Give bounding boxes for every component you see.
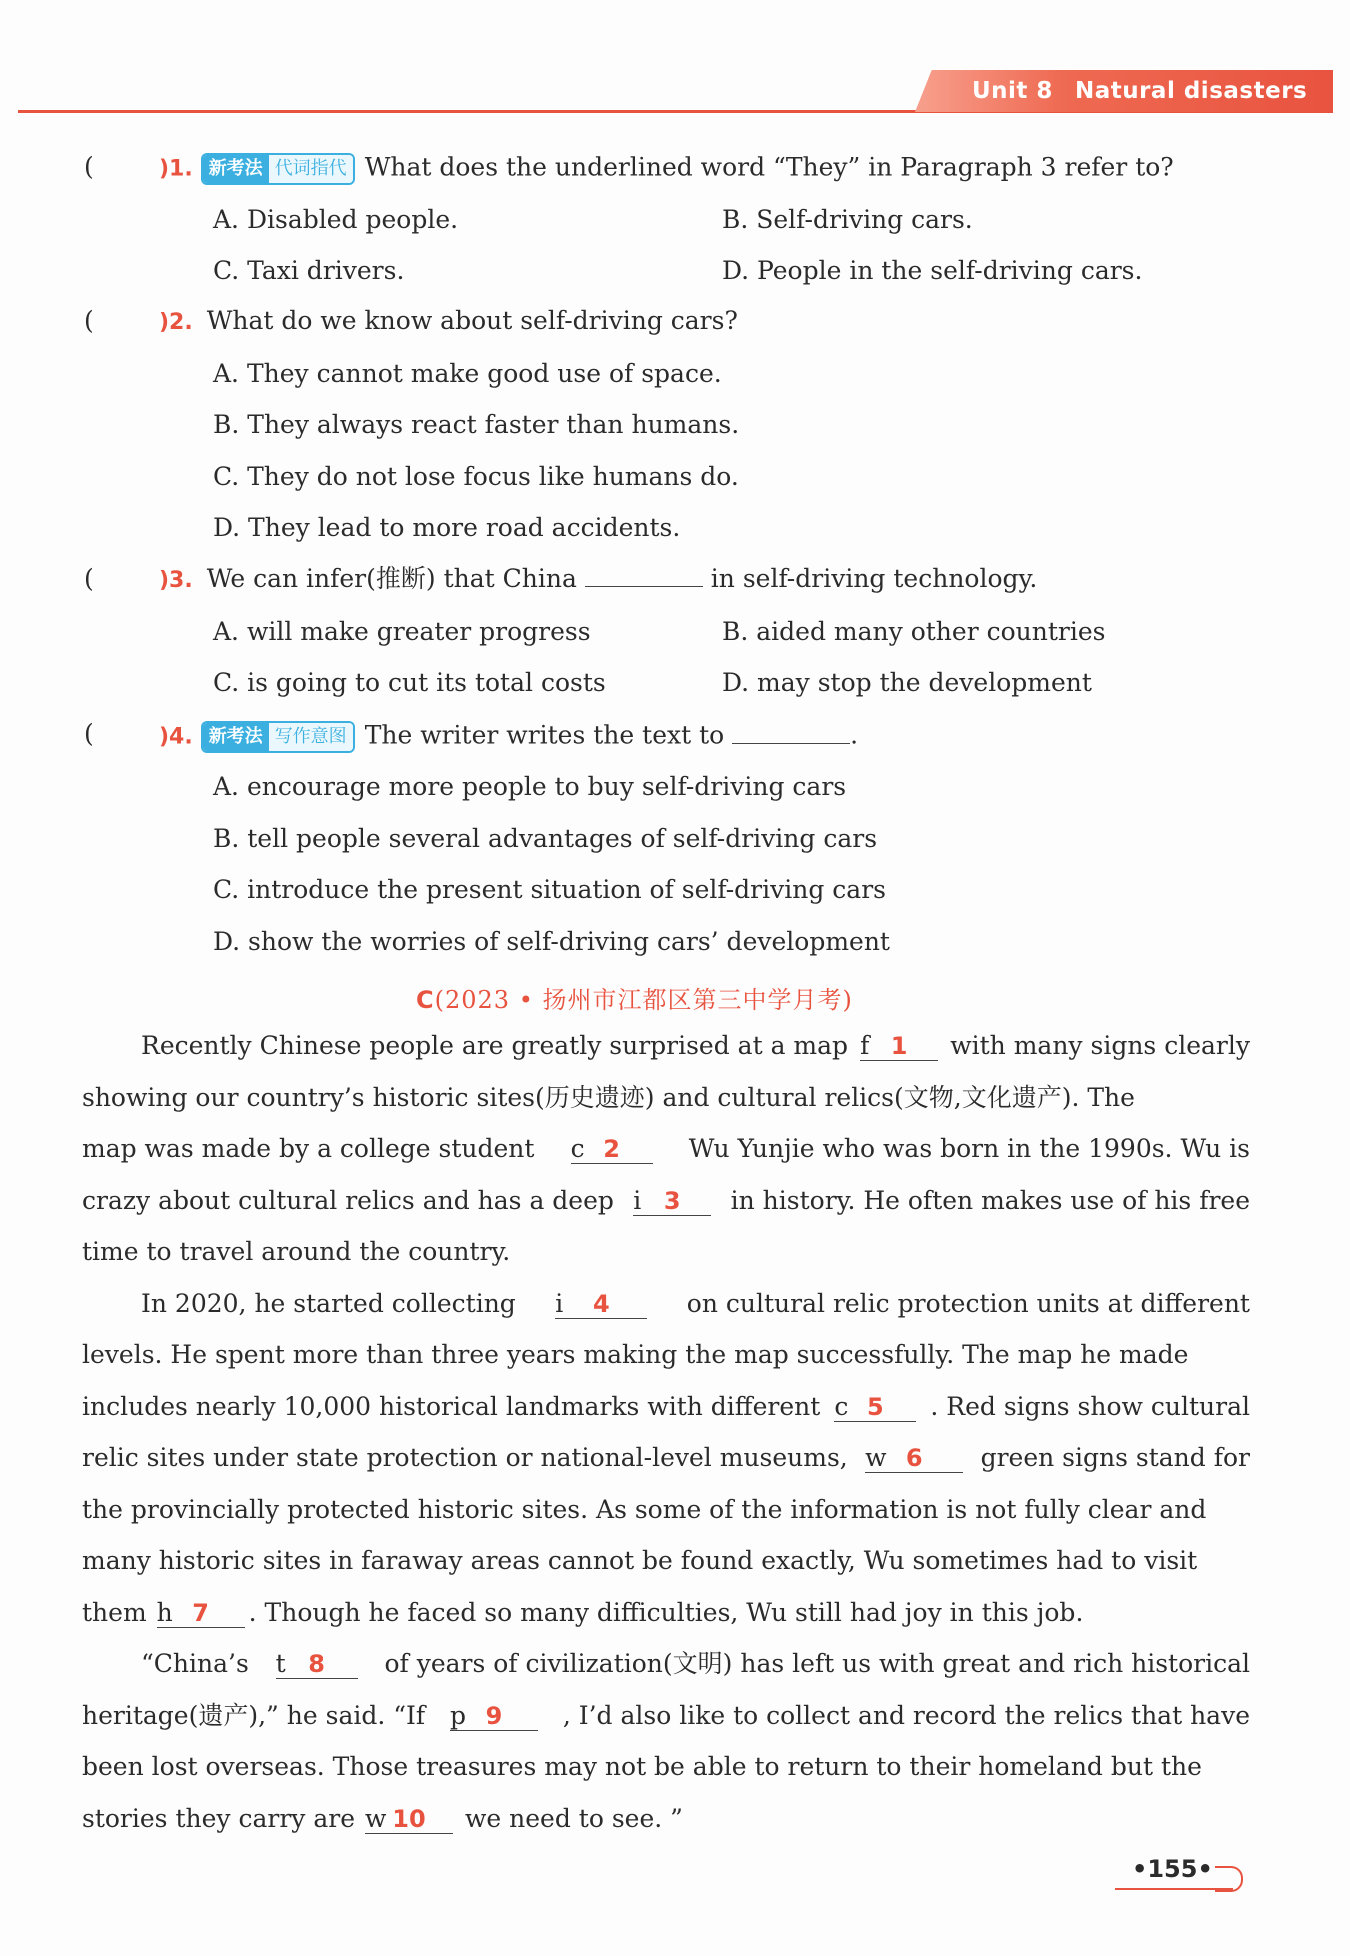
tag-main: 新考法 [203, 723, 269, 751]
passage-text: In 2020, he started collecting [141, 1289, 516, 1318]
passage-text: levels. He spent more than three years making the map successfully. The map he made [82, 1340, 1189, 1369]
question-number: )3. [159, 568, 193, 593]
option: A. encourage more people to buy self-driving cars [213, 772, 847, 801]
cloze-initial: h [156, 1598, 173, 1627]
option: B. tell people several advantages of self-driving cars [213, 824, 878, 853]
cloze-number: 5 [866, 1393, 884, 1421]
section-letter: C [416, 986, 435, 1014]
tag-sub: 代词指代 [269, 155, 353, 183]
passage-line [141, 1291, 1250, 1319]
passage-text: of years of civilization(文明) has left us with great and rich historical [384, 1649, 1250, 1678]
answer-blank[interactable] [732, 723, 850, 744]
passage-line [82, 1806, 1250, 1834]
unit-header [972, 78, 1307, 104]
passage-text: we need to see. ” [465, 1804, 683, 1833]
cloze-number: 3 [663, 1187, 681, 1215]
cloze-initial: p [449, 1701, 466, 1730]
cloze-blank-7[interactable] [157, 1600, 245, 1628]
option: A. Disabled people. [213, 205, 459, 234]
unit-label: Unit 8 [972, 78, 1053, 104]
answer-paren-open: ( [84, 152, 94, 181]
passage-line [82, 1703, 1250, 1731]
question-text: We can infer(推断) that China [206, 564, 577, 593]
cloze-blank-8[interactable] [276, 1651, 358, 1679]
option: D. may stop the development [722, 668, 1092, 697]
question-3-stem [159, 566, 1037, 592]
passage-line [82, 1497, 1250, 1522]
passage-line [82, 1600, 1250, 1628]
passage-text: “China’s [141, 1649, 249, 1678]
cloze-initial: c [834, 1392, 849, 1421]
answer-blank[interactable] [585, 566, 703, 587]
passage-text: with many signs clearly [950, 1031, 1250, 1060]
cloze-number: 9 [485, 1702, 503, 1730]
answer-paren-open: ( [84, 564, 94, 593]
passage-line [82, 1136, 1250, 1164]
question-number: )4. [159, 724, 193, 750]
option: C. They do not lose focus like humans do. [213, 462, 739, 491]
cloze-blank-5[interactable] [834, 1394, 916, 1422]
passage-text: heritage(遗产),” he said. “If [82, 1701, 426, 1730]
cloze-blank-4[interactable] [555, 1291, 647, 1319]
passage-text: map was made by a college student [82, 1134, 535, 1163]
question-number: )1. [159, 156, 193, 182]
cloze-number: 7 [192, 1599, 209, 1627]
cloze-blank-6[interactable] [865, 1445, 963, 1473]
question-1-stem [159, 153, 1174, 185]
passage-text: crazy about cultural relics and has a deep [82, 1186, 614, 1215]
passage-text: time to travel around the country. [82, 1237, 511, 1266]
passage-line [141, 1033, 1250, 1061]
question-4-stem [159, 721, 858, 753]
new-method-tag [201, 721, 355, 753]
question-text: What do we know about self-driving cars? [206, 306, 738, 335]
question-end-period: . [850, 720, 859, 750]
cloze-initial: t [275, 1649, 286, 1678]
cloze-initial: w [365, 1804, 387, 1833]
passage-text: Recently Chinese people are greatly surprised at a map [141, 1031, 849, 1060]
passage-text: in history. He often makes use of his free [730, 1186, 1250, 1215]
cloze-initial: f [860, 1031, 870, 1060]
tag-sub: 写作意图 [269, 723, 353, 751]
question-number: )2. [159, 310, 193, 335]
passage-line [82, 1394, 1250, 1422]
cloze-initial: i [633, 1186, 642, 1215]
passage-line [82, 1445, 1250, 1473]
question-2-stem [159, 308, 738, 334]
tag-main: 新考法 [203, 155, 269, 183]
passage-text: includes nearly 10,000 historical landmarks with different [82, 1392, 821, 1421]
passage-line [82, 1239, 1250, 1264]
option: C. introduce the present situation of self-driving cars [213, 875, 886, 904]
option: D. show the worries of self-driving cars’ development [213, 927, 890, 956]
section-title [416, 980, 853, 1015]
option: A. will make greater progress [213, 617, 591, 646]
option: A. They cannot make good use of space. [213, 359, 722, 388]
option: C. Taxi drivers. [213, 256, 405, 285]
passage-line [141, 1651, 1250, 1679]
cloze-blank-2[interactable] [571, 1136, 653, 1164]
question-text-end: in self-driving technology. [710, 564, 1038, 593]
passage-text: been lost overseas. Those treasures may not be able to return to their homeland but the [82, 1752, 1202, 1781]
option: B. They always react faster than humans. [213, 410, 740, 439]
cloze-number: 4 [592, 1290, 610, 1318]
cloze-initial: i [555, 1289, 564, 1318]
passage-text: , I’d also like to collect and record the relics that have [562, 1701, 1250, 1730]
cloze-blank-1[interactable] [860, 1033, 938, 1061]
cloze-number: 8 [308, 1650, 325, 1678]
cloze-blank-9[interactable] [450, 1703, 538, 1731]
passage-text: them [82, 1598, 147, 1627]
new-method-tag [201, 153, 355, 185]
cloze-number: 1 [890, 1032, 908, 1060]
option: B. Self-driving cars. [722, 205, 973, 234]
passage-text: relic sites under state protection or national-level museums, [82, 1443, 848, 1472]
cloze-initial: w [865, 1443, 887, 1472]
passage-line [82, 1754, 1250, 1779]
passage-text: . Though he faced so many difficulties, Wu still had joy in this job. [248, 1598, 1084, 1627]
cloze-initial: c [570, 1134, 585, 1163]
answer-paren-open: ( [84, 719, 94, 748]
passage-line [82, 1548, 1250, 1573]
unit-title: Natural disasters [1074, 78, 1308, 104]
cloze-number: 6 [905, 1444, 923, 1472]
passage-text: green signs stand for [980, 1443, 1250, 1472]
option: B. aided many other countries [722, 617, 1106, 646]
section-source: (2023 • 扬州市江都区第三中学月考) [434, 986, 853, 1014]
passage-text: stories they carry are [82, 1804, 355, 1833]
cloze-blank-10[interactable] [365, 1806, 453, 1834]
passage-text: on cultural relic protection units at different [686, 1289, 1250, 1318]
page-number: •155• [1132, 1855, 1213, 1883]
page-corner-curl-icon [1215, 1866, 1243, 1892]
cloze-blank-3[interactable] [633, 1188, 711, 1216]
cloze-number: 10 [392, 1805, 426, 1833]
option: C. is going to cut its total costs [213, 668, 606, 697]
passage-text: . Red signs show cultural [930, 1392, 1250, 1421]
passage-line [82, 1085, 1250, 1110]
question-text: The writer writes the text to [364, 720, 725, 750]
answer-paren-open: ( [84, 306, 94, 335]
question-text: What does the underlined word “They” in Paragraph 3 refer to? [364, 152, 1174, 182]
passage-text: Wu Yunjie who was born in the 1990s. Wu is [688, 1134, 1250, 1163]
cloze-number: 2 [603, 1135, 620, 1163]
passage-text: many historic sites in faraway areas cannot be found exactly, Wu sometimes had to visit [82, 1546, 1198, 1575]
passage-line [82, 1342, 1250, 1367]
passage-text: the provincially protected historic sites. As some of the information is not fully clear and [82, 1495, 1207, 1524]
option: D. People in the self-driving cars. [722, 256, 1143, 285]
passage-line [82, 1188, 1250, 1216]
passage-text: showing our country’s historic sites(历史遗迹) and cultural relics(文物,文化遗产). The [82, 1083, 1135, 1112]
option: D. They lead to more road accidents. [213, 513, 681, 542]
